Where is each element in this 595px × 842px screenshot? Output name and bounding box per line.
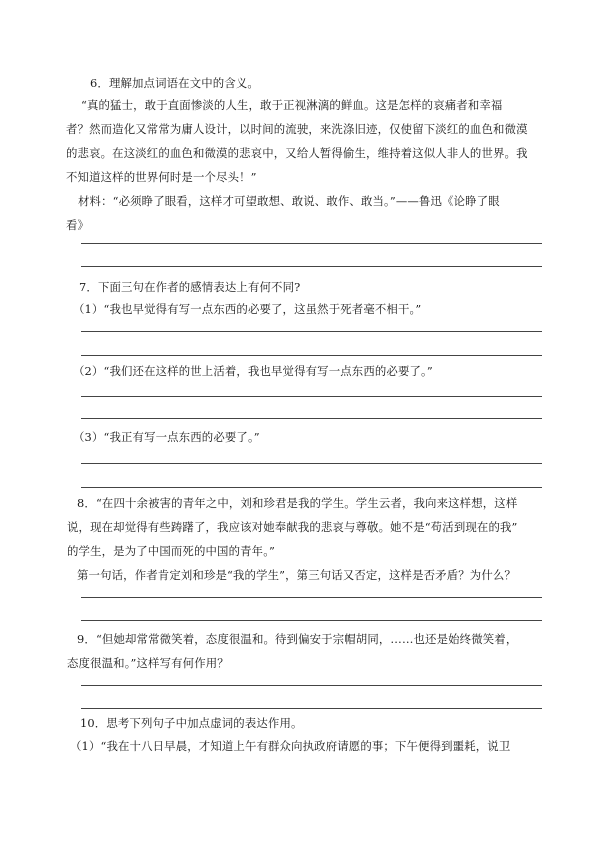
q6-material-line-2: 看》 bbox=[66, 218, 90, 232]
q7-sentence-2: （2）“我们还在这样的世上活着，我也早觉得有写一点东西的必要了。” bbox=[73, 364, 433, 378]
answer-line bbox=[81, 620, 542, 621]
answer-line bbox=[81, 331, 542, 332]
q7-sentence-1: （1）“我也早觉得有写一点东西的必要了，这虽然于死者毫不相干。” bbox=[73, 302, 422, 316]
q6-material-line-1: 材料：“必须睁了眼看，这样才可望敢想、敢说、敢作、敢当。”——鲁迅《论睁了眼 bbox=[78, 194, 500, 208]
answer-line bbox=[81, 418, 542, 419]
q6-passage-line-1: “真的猛士，敢于直面惨淡的人生，敢于正视淋漓的鲜血。这是怎样的哀痛者和幸福 bbox=[81, 98, 503, 112]
q6-passage-line-2: 者？然而造化又常常为庸人设计，以时间的流驶，来洗涤旧迹，仅使留下淡红的血色和微漠 bbox=[66, 122, 528, 136]
answer-line bbox=[81, 243, 542, 244]
answer-line bbox=[81, 685, 542, 686]
answer-line bbox=[81, 396, 542, 397]
q8-line-1: 8．“在四十余被害的青年之中，刘和珍君是我的学生。学生云者，我向来这样想，这样 bbox=[77, 496, 518, 510]
q7-title: 7．下面三句在作者的感情表达上有何不同? bbox=[79, 280, 301, 294]
q8-line-2: 说，现在却觉得有些踌躇了，我应该对她奉献我的悲哀与尊敬。她不是“苟活到现在的我” bbox=[67, 520, 518, 534]
answer-line bbox=[81, 355, 542, 356]
q10-title: 10．思考下列句子中加点虚词的表达作用。 bbox=[80, 716, 303, 730]
q8-question: 第一句话，作者肯定刘和珍是“我的学生”，第三句话又否定，这样是否矛盾？为什么？ bbox=[77, 568, 516, 582]
answer-line bbox=[81, 463, 542, 464]
q10-sentence-1: （1）“我在十八日早晨，才知道上午有群众向执政府请愿的事；下午便得到噩耗，说卫 bbox=[70, 739, 511, 753]
q6-passage-line-3: 的悲哀。在这淡红的血色和微漠的悲哀中，又给人暂得偷生，维持着这似人非人的世界。我 bbox=[66, 146, 528, 160]
q7-sentence-3: （3）“我正有写一点东西的必要了。” bbox=[73, 430, 260, 444]
answer-line bbox=[81, 597, 542, 598]
q6-passage-line-4: 不知道这样的世界何时是一个尽头！” bbox=[66, 170, 257, 184]
q9-line-2: 态度很温和。”这样写有何作用？ bbox=[67, 656, 229, 670]
answer-line bbox=[81, 266, 542, 267]
q8-line-3: 的学生，是为了中国而死的中国的青年。” bbox=[67, 544, 276, 558]
q6-title: 6．理解加点词语在文中的含义。 bbox=[90, 76, 259, 90]
answer-line bbox=[81, 487, 542, 488]
answer-line bbox=[81, 708, 542, 709]
q9-line-1: 9．“但她却常常微笑着，态度很温和。待到偏安于宗帽胡同，……也还是始终微笑着， bbox=[77, 632, 518, 646]
